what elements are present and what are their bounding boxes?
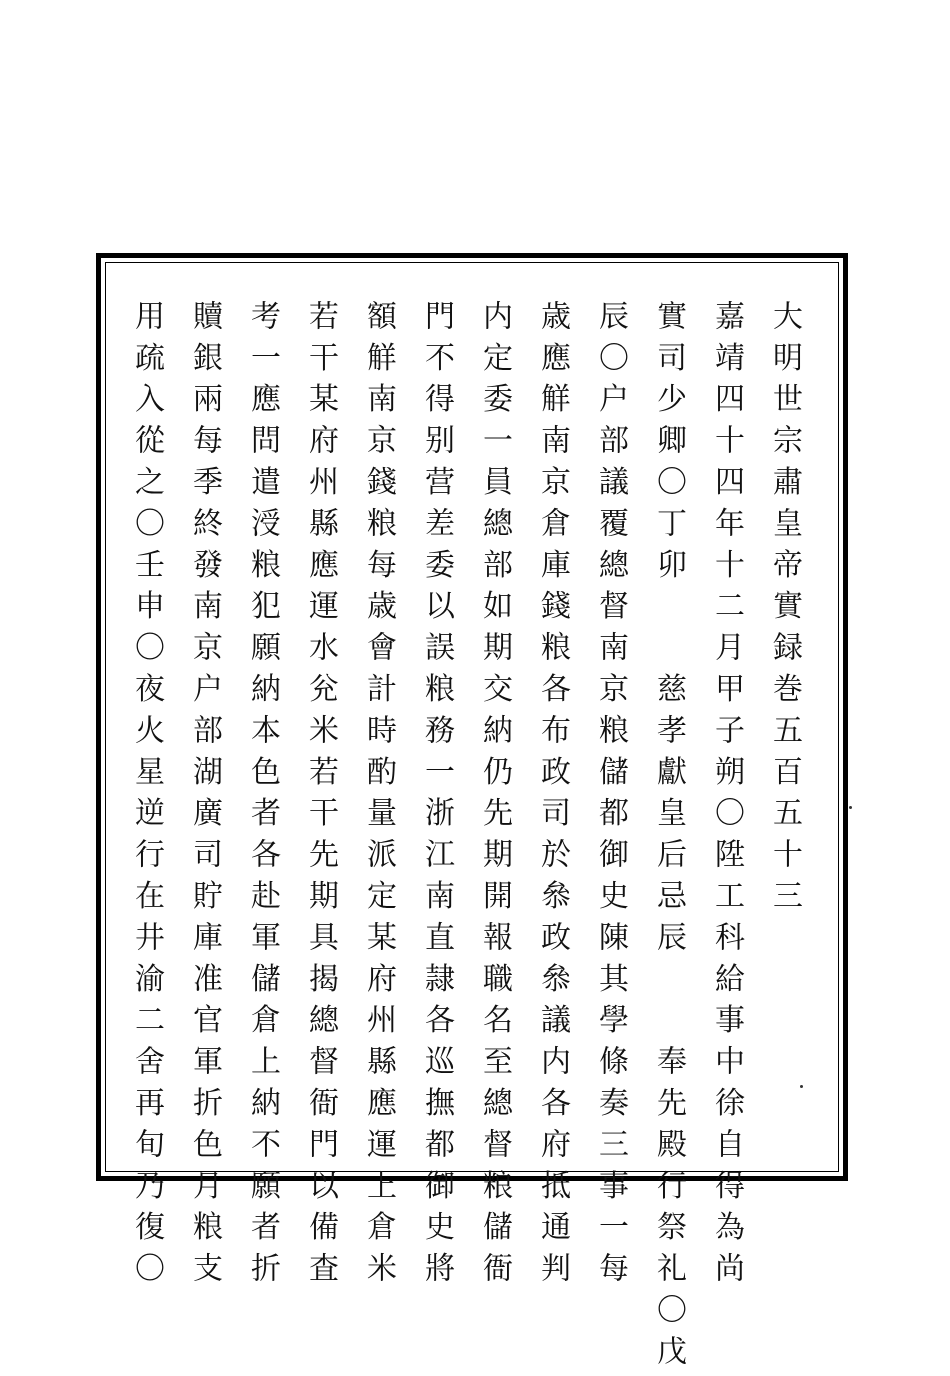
text-column-3: 實司少卿〇丁卯 慈孝獻皇后忌辰 奉先殿行祭礼〇戊 [651,300,686,1376]
text-column-2: 嘉靖四十四年十二月甲子朔〇陞工科給事中徐自得為尚 [709,300,744,1294]
text-column-9: 若干某府州縣應運水兊米若干先期具揭總督衙門以備査 [303,300,338,1294]
text-column-7: 門不得别营差委以誤粮務一浙江南直隷各巡撫都御史將 [419,300,454,1294]
scan-speck [800,1085,803,1088]
scan-speck [849,806,852,809]
text-column-12: 用疏入從之〇壬申〇夜火星逆行在井渝二舍再旬乃復〇 [129,300,164,1294]
text-column-4: 辰〇户部議覆總督南京粮儲都御史陳其學條奏三事一每 [593,300,628,1294]
page-frame [96,253,848,1376]
text-column-1: 大明世宗肅皇帝實録巻五百五十三 [767,300,802,921]
text-column-6: 内定委一員總部如期交納仍先期開報職名至總督粮儲衙 [477,300,512,1294]
text-column-8: 額觧南京錢粮每歳會計時酌量派定某府州縣應運上倉米 [361,300,396,1294]
text-column-5: 歳應觧南京倉庫錢粮各布政司於叅政叅議内各府抵通判 [535,300,570,1294]
text-column-10: 考一應問遣涭粮犯願納本色者各赴軍儲倉上納不願者折 [245,300,280,1294]
text-column-11: 贖銀兩每季終發南京户部湖廣司貯庫准官軍折色月粮支 [187,300,222,1294]
